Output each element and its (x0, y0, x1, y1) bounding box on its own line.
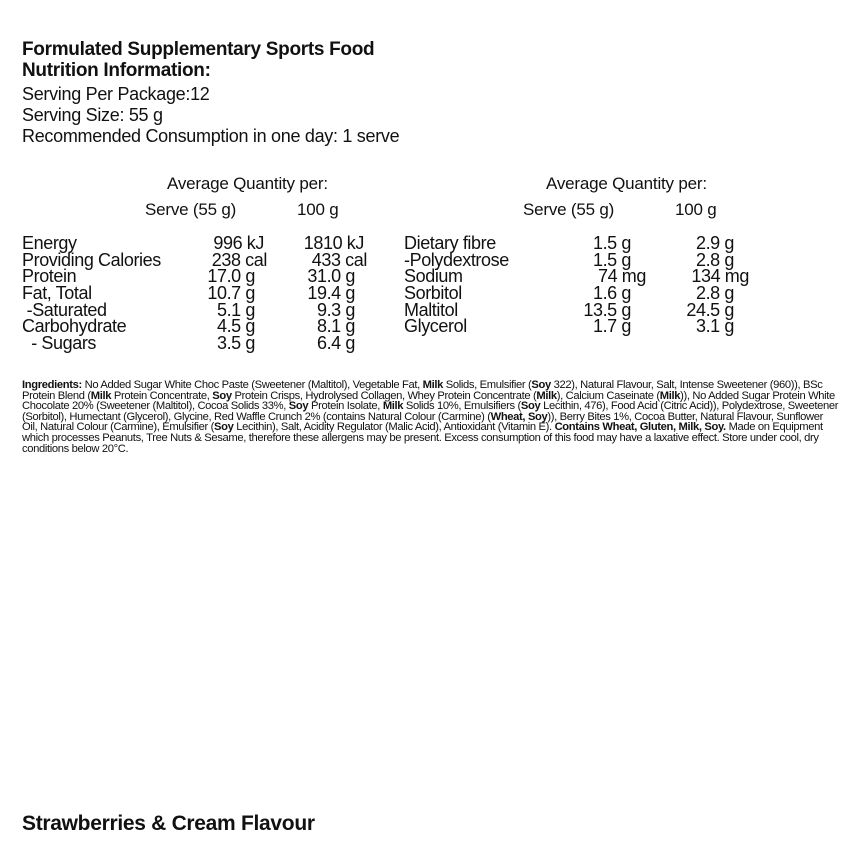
value-per-serve: 13.5 g (583, 300, 631, 320)
value-per-serve: 17.0 g (207, 266, 255, 286)
value-per-100g: 134 mg (691, 266, 749, 286)
value-per-serve: 996 kJ (213, 233, 264, 253)
ingredients-label: Ingredients: (22, 379, 82, 391)
nutrient-name: Dietary fibre (404, 233, 496, 253)
value-per-serve: 1.7 g (592, 316, 631, 336)
value-per-serve: 10.7 g (207, 283, 255, 303)
value-per-serve: 3.5 g (216, 333, 255, 353)
ingredients-text: Ingredients: No Added Sugar White Choc Paste (Sweetener (Maltitol), Vegetable Fat, Milk Solids, Emulsifier (Soy 322), Natural Flavour, Salt, Intense Sweetener (960)), BSc Protein Blend (Milk Protein Concentrate, Soy Protein Crisps, Hydrolysed Collagen, Whey Protein Concentrate (Milk), Calcium Caseinate (Milk)), No Added Sugar Protein White Chocolate 20% (Sweetener (Maltitol), Cocoa Solids 33%, Soy Protein Isolate, Milk Solids 10%, Emulsifiers (Soy Lecithin, 476), Food Acid (Citric Acid)), Polydextrose, Sweetener (Sorbitol), Humectant (Glycerol), Glycine, Red Waffle Crunch 2% (contains Natural Colour (Carmine) (Wheat, Soy)), Berry Bites 1%, Cocoa Butter, Natural Flavour, Sunflower Oil, Natural Colour (Carmine), Emulsifier (Soy Lecithin), Salt, Acidity Regulator (Malic Acid), Antioxidant (Vitamin E). Contains Wheat, Gluten, Milk, Soy. Made on Equipment which processes Peanuts, Tree Nuts & Sesame, therefore these allergens may be present. Excess consumption of this food may have a laxative effect. Store under cool, dry conditions below 20°C. (22, 379, 839, 455)
value-per-100g: 31.0 g (307, 266, 355, 286)
column-header-serve: Serve (55 g) (145, 200, 237, 219)
value-per-100g: 9.3 g (316, 300, 355, 320)
value-per-serve: 1.5 g (592, 233, 631, 253)
nutrient-name: Fat, Total (22, 283, 92, 303)
serving-size: Serving Size: 55 g (22, 105, 163, 125)
value-per-100g: 24.5 g (686, 300, 734, 320)
nutrient-name: -Polydextrose (404, 250, 509, 270)
column-header-100g: 100 g (297, 200, 339, 219)
recommended-consumption: Recommended Consumption in one day: 1 serve (22, 126, 400, 146)
nutrition-heading: Nutrition Information: (22, 60, 211, 81)
average-quantity-label: Average Quantity per: (546, 174, 707, 193)
column-header-100g: 100 g (675, 200, 717, 219)
value-per-100g: 2.8 g (695, 250, 734, 270)
nutrient-name: Providing Calories (22, 250, 161, 270)
value-per-100g: 2.8 g (695, 283, 734, 303)
average-quantity-label: Average Quantity per: (167, 174, 328, 193)
value-per-100g: 8.1 g (316, 316, 355, 336)
nutrient-name: Sorbitol (404, 283, 462, 303)
allergen-statement: Contains Wheat, Gluten, Milk, Soy. (554, 421, 726, 434)
value-per-100g: 19.4 g (307, 283, 355, 303)
column-header-serve: Serve (55 g) (523, 200, 615, 219)
value-per-100g: 6.4 g (316, 333, 355, 353)
value-per-serve: 5.1 g (216, 300, 255, 320)
flavour-name: Strawberries & Cream Flavour (22, 812, 315, 835)
value-per-serve: 74 mg (597, 266, 646, 286)
value-per-serve: 1.6 g (592, 283, 631, 303)
nutrient-name: -Saturated (22, 300, 107, 320)
nutrient-name: Sodium (404, 266, 463, 286)
nutrient-name: Protein (22, 266, 77, 286)
value-per-100g: 2.9 g (695, 233, 734, 253)
value-per-100g: 433 cal (311, 250, 367, 270)
value-per-100g: 3.1 g (695, 316, 734, 336)
nutrient-name: Energy (22, 233, 77, 253)
value-per-serve: 1.5 g (592, 250, 631, 270)
servings-per-package: Serving Per Package:12 (22, 84, 210, 104)
nutrient-name: Maltitol (404, 300, 458, 320)
value-per-100g: 1810 kJ (303, 233, 364, 253)
nutrient-name: - Sugars (22, 333, 97, 353)
value-per-serve: 4.5 g (216, 316, 255, 336)
product-title: Formulated Supplementary Sports Food (22, 39, 375, 60)
nutrient-name: Carbohydrate (22, 316, 127, 336)
value-per-serve: 238 cal (211, 250, 267, 270)
nutrient-name: Glycerol (404, 316, 467, 336)
